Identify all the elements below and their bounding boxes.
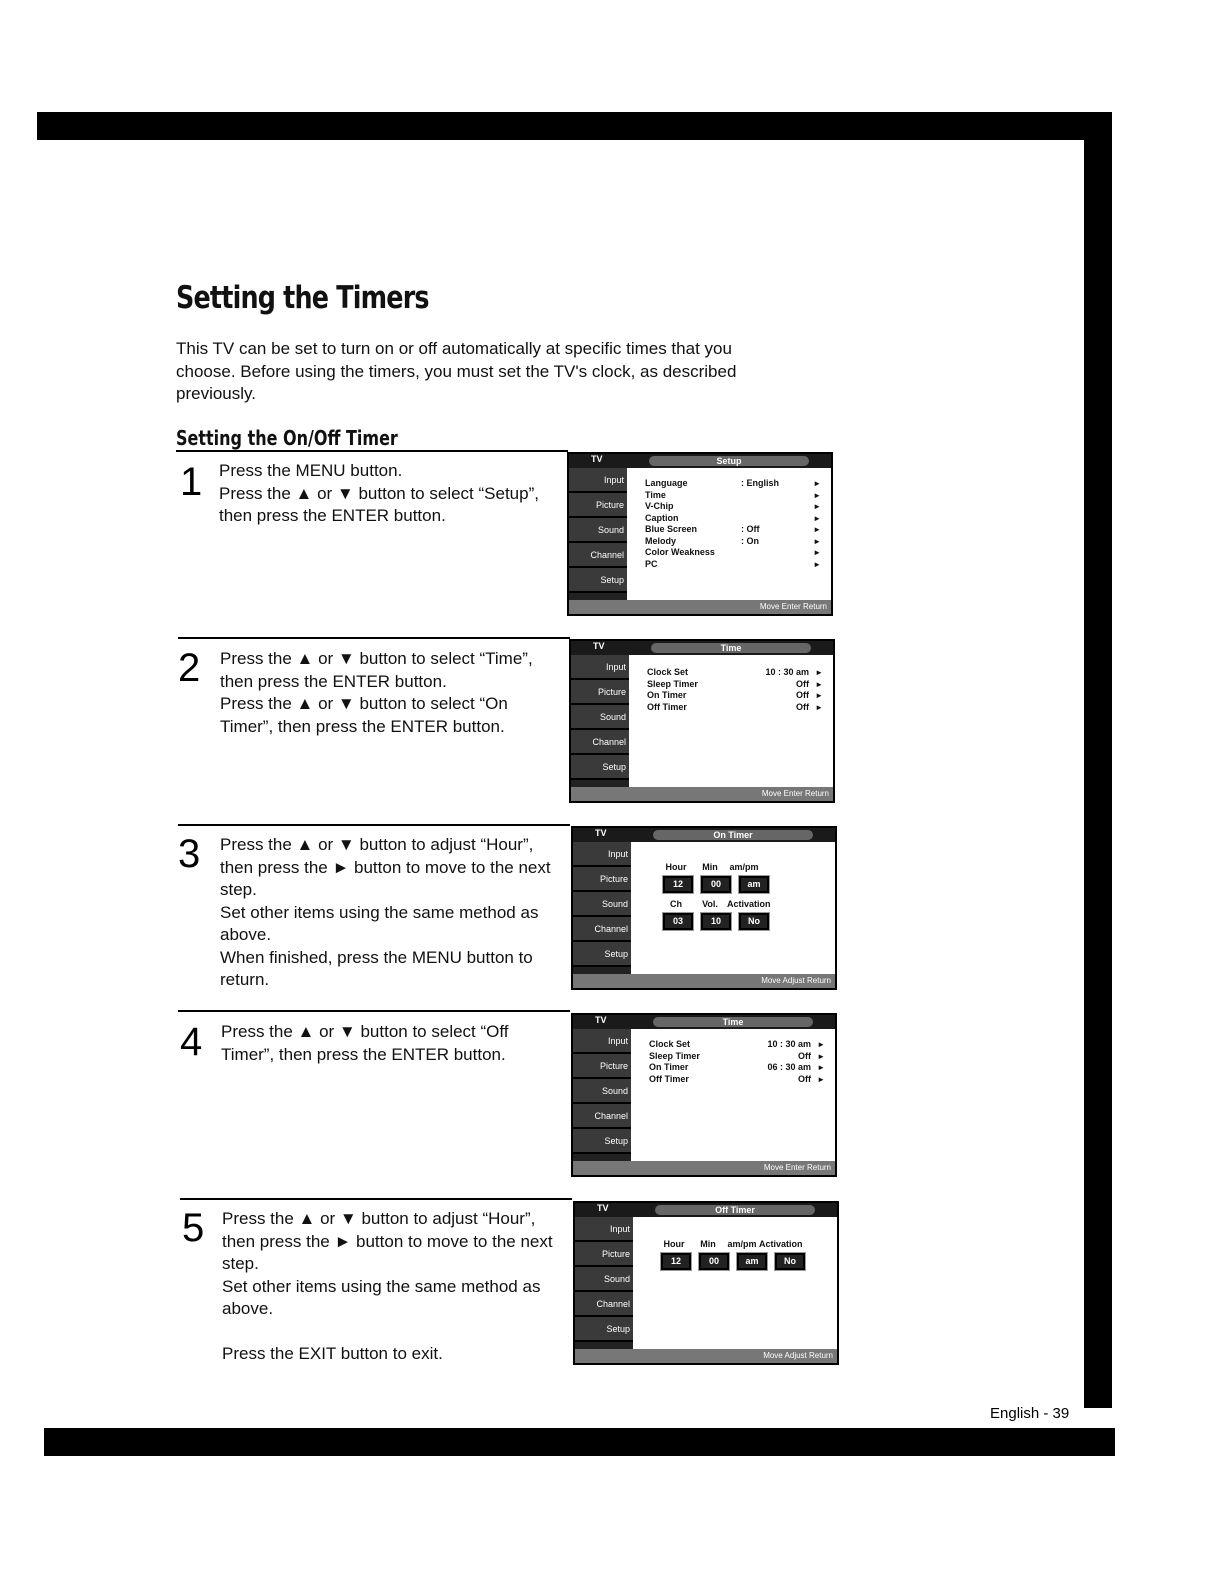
grid-header: Min — [702, 862, 718, 872]
tv-menu-screen-time-2 — [571, 1013, 837, 1177]
menu-row — [645, 490, 821, 502]
step-number: 2 — [178, 646, 201, 690]
menu-row — [649, 1039, 825, 1051]
step-line: Press the MENU button. — [219, 461, 403, 480]
screen-footer: Move Enter Return — [573, 1161, 835, 1175]
grid-header-row — [659, 862, 773, 872]
grid-header: am/pm — [729, 862, 759, 872]
arrow-right-icon: ► — [817, 1074, 825, 1084]
step-text — [221, 1021, 566, 1066]
minute-box: 00 — [699, 1253, 729, 1270]
sidebar-sound: Sound — [569, 518, 627, 543]
menu-label: Off Timer — [649, 1073, 689, 1084]
sidebar-picture: Picture — [571, 680, 629, 705]
screen-footer: Move Adjust Return — [575, 1349, 837, 1363]
sidebar-input: Input — [569, 468, 627, 493]
sidebar-channel: Channel — [575, 1292, 633, 1317]
screen-header — [575, 1203, 837, 1217]
menu-label: Clock Set — [647, 667, 689, 677]
step-line: Set other items using the same method as above. — [220, 902, 539, 944]
sidebar-sound: Sound — [573, 892, 631, 917]
sidebar-picture: Picture — [569, 493, 627, 518]
sidebar-setup: Setup — [569, 568, 627, 593]
hour-box: 12 — [661, 1253, 691, 1270]
step-text — [219, 460, 564, 528]
menu-row — [645, 547, 821, 559]
arrow-right-icon: ► — [813, 548, 821, 557]
sidebar-sound: Sound — [575, 1267, 633, 1292]
sidebar-input: Input — [571, 655, 629, 680]
menu-label: V-Chip — [645, 501, 674, 511]
sidebar-input: Input — [575, 1217, 633, 1242]
tv-menu-screen-on-timer — [571, 826, 837, 990]
page-number: English - 39 — [990, 1405, 1070, 1422]
arrow-right-icon: ► — [813, 513, 821, 523]
tv-label: TV — [593, 641, 605, 651]
arrow-right-icon: ► — [817, 1063, 825, 1072]
menu-label: On Timer — [649, 1062, 689, 1072]
sidebar-sound: Sound — [571, 705, 629, 730]
sidebar-picture: Picture — [573, 867, 631, 892]
screen-sidebar — [575, 1217, 633, 1349]
tv-menu-screen-time — [569, 639, 835, 803]
arrow-right-icon: ► — [813, 490, 821, 500]
screen-header — [573, 1015, 835, 1029]
step-text — [222, 1208, 567, 1365]
activation-box: No — [739, 913, 769, 930]
menu-row — [645, 536, 821, 548]
step-line: Press the EXIT button to exit. — [222, 1343, 443, 1363]
menu-value: Off — [798, 1073, 811, 1084]
screen-sidebar — [573, 1029, 631, 1161]
arrow-right-icon: ► — [813, 502, 821, 511]
sidebar-picture: Picture — [573, 1054, 631, 1079]
section-heading: Setting the On/Off Timer — [176, 426, 398, 450]
sidebar-channel: Channel — [571, 730, 629, 755]
sidebar-channel: Channel — [573, 1104, 631, 1129]
on-timer-grid — [659, 862, 773, 930]
step-divider-3 — [178, 824, 570, 826]
screen-sidebar — [571, 655, 629, 787]
arrow-right-icon: ► — [817, 1040, 825, 1049]
menu-row — [647, 690, 823, 702]
arrow-right-icon: ► — [815, 668, 823, 677]
tv-label: TV — [591, 454, 603, 464]
menu-value: Off — [796, 690, 809, 700]
sidebar-setup: Setup — [571, 755, 629, 780]
grid-value-row — [659, 876, 773, 893]
ampm-box: am — [737, 1253, 767, 1270]
sidebar-setup: Setup — [575, 1317, 633, 1342]
menu-value: Off — [796, 678, 809, 689]
grid-header: Hour — [663, 1239, 685, 1249]
menu-row — [649, 1062, 825, 1074]
menu-row — [647, 702, 823, 714]
menu-row — [647, 679, 823, 691]
menu-label: PC — [645, 558, 658, 569]
screen-footer: Move Enter Return — [569, 600, 831, 614]
menu-row — [645, 513, 821, 525]
step-divider-4 — [178, 1010, 570, 1012]
screen-title: Time — [651, 643, 811, 653]
menu-value: : On — [741, 535, 759, 546]
arrow-right-icon: ► — [813, 525, 821, 534]
screen-sidebar — [569, 468, 627, 600]
grid-value-row — [659, 913, 773, 930]
menu-label: Time — [645, 489, 666, 500]
sidebar-picture: Picture — [575, 1242, 633, 1267]
arrow-right-icon: ► — [815, 679, 823, 689]
screen-header — [573, 828, 835, 842]
step-line: Press the ▲ or ▼ button to select “Time”, then press the ENTER button. — [220, 649, 533, 691]
menu-label: On Timer — [647, 690, 687, 700]
arrow-right-icon: ► — [813, 536, 821, 546]
grid-header-row — [659, 899, 773, 909]
step-number: 3 — [178, 832, 201, 876]
hour-box: 12 — [663, 876, 693, 893]
grid-header: Activation — [727, 899, 771, 909]
screen-header — [571, 641, 833, 655]
volume-box: 10 — [701, 913, 731, 930]
time-menu-list — [647, 667, 823, 713]
arrow-right-icon: ► — [813, 479, 821, 488]
intro-paragraph: This TV can be set to turn on or off automatically at specific times that you choose. Before using the timers, you must set the TV's clock, as described previously. — [176, 339, 737, 403]
sidebar-channel: Channel — [573, 917, 631, 942]
step-divider-5 — [180, 1198, 572, 1200]
tv-menu-screen-off-timer — [573, 1201, 839, 1365]
menu-row — [649, 1051, 825, 1063]
grid-header: Min — [700, 1239, 716, 1249]
grid-value-row — [657, 1253, 809, 1270]
menu-value: : Off — [741, 524, 760, 534]
sidebar-input: Input — [573, 1029, 631, 1054]
activation-box: No — [775, 1253, 805, 1270]
right-black-bar — [1084, 112, 1112, 1408]
screen-footer: Move Adjust Return — [573, 974, 835, 988]
tv-label: TV — [597, 1203, 609, 1213]
menu-value: 10 : 30 am — [765, 667, 809, 677]
section-rule — [176, 450, 568, 452]
menu-value: 06 : 30 am — [767, 1062, 811, 1072]
tv-label: TV — [595, 828, 607, 838]
screen-footer: Move Enter Return — [571, 787, 833, 801]
step-number: 5 — [182, 1206, 205, 1250]
menu-label: Sleep Timer — [649, 1050, 700, 1061]
top-black-bar — [37, 112, 1112, 140]
arrow-right-icon: ► — [817, 1051, 825, 1061]
tv-menu-screen-setup — [567, 452, 833, 616]
menu-label: Clock Set — [649, 1039, 691, 1049]
arrow-right-icon: ► — [815, 691, 823, 700]
menu-row — [645, 478, 821, 490]
ampm-box: am — [739, 876, 769, 893]
sidebar-channel: Channel — [569, 543, 627, 568]
step-line: Press the ▲ or ▼ button to adjust “Hour”, then press the ► button to move to the next step. — [220, 835, 551, 899]
menu-row — [645, 501, 821, 513]
arrow-right-icon: ► — [815, 702, 823, 712]
step-line: Press the ▲ or ▼ button to adjust “Hour”, then press the ► button to move to the next step. — [222, 1209, 553, 1273]
grid-header-row — [657, 1239, 809, 1249]
menu-label: Blue Screen — [645, 524, 698, 534]
menu-value: : English — [741, 478, 779, 488]
sidebar-sound: Sound — [573, 1079, 631, 1104]
menu-row — [645, 559, 821, 571]
menu-label: Color Weakness — [645, 547, 715, 557]
screen-header — [569, 454, 831, 468]
screen-title: Off Timer — [655, 1205, 815, 1215]
channel-box: 03 — [663, 913, 693, 930]
menu-label: Sleep Timer — [647, 678, 698, 689]
setup-menu-list — [645, 478, 821, 570]
step-number: 4 — [180, 1020, 203, 1064]
minute-box: 00 — [701, 876, 731, 893]
menu-row — [647, 667, 823, 679]
menu-label: Off Timer — [647, 701, 687, 712]
screen-title: Time — [653, 1017, 813, 1027]
menu-value: Off — [798, 1050, 811, 1061]
sidebar-input: Input — [573, 842, 631, 867]
step-line: Press the ▲ or ▼ button to select “On Timer”, then press the ENTER button. — [220, 694, 508, 736]
grid-header: am/pm — [727, 1239, 757, 1249]
tv-label: TV — [595, 1015, 607, 1025]
time-menu-list — [649, 1039, 825, 1085]
grid-header: Hour — [665, 862, 687, 872]
grid-header: Ch — [670, 899, 682, 909]
step-divider-2 — [178, 637, 570, 639]
step-line: Press the ▲ or ▼ button to select “Off Timer”, then press the ENTER button. — [221, 1022, 509, 1064]
screen-title: Setup — [649, 456, 809, 466]
step-line: When finished, press the MENU button to return. — [220, 947, 533, 989]
grid-header: Activation — [759, 1239, 803, 1249]
menu-row — [649, 1074, 825, 1086]
menu-label: Language — [645, 478, 688, 488]
menu-value: Off — [796, 701, 809, 712]
step-number: 1 — [180, 460, 203, 504]
menu-value: 10 : 30 am — [767, 1039, 811, 1049]
grid-header: Vol. — [702, 899, 718, 909]
off-timer-grid — [657, 1239, 809, 1270]
step-line: Press the ▲ or ▼ button to select “Setup”, then press the ENTER button. — [219, 483, 539, 525]
screen-title: On Timer — [653, 830, 813, 840]
menu-label: Caption — [645, 512, 679, 523]
step-text — [220, 834, 565, 992]
screen-sidebar — [573, 842, 631, 974]
step-line: Set other items using the same method as above. — [222, 1276, 541, 1318]
step-text — [220, 648, 565, 738]
arrow-right-icon: ► — [813, 559, 821, 569]
menu-row — [645, 524, 821, 536]
sidebar-setup: Setup — [573, 1129, 631, 1154]
bottom-black-bar — [44, 1428, 1115, 1456]
page-title: Setting the Timers — [176, 280, 429, 316]
sidebar-setup: Setup — [573, 942, 631, 967]
menu-label: Melody — [645, 535, 677, 546]
